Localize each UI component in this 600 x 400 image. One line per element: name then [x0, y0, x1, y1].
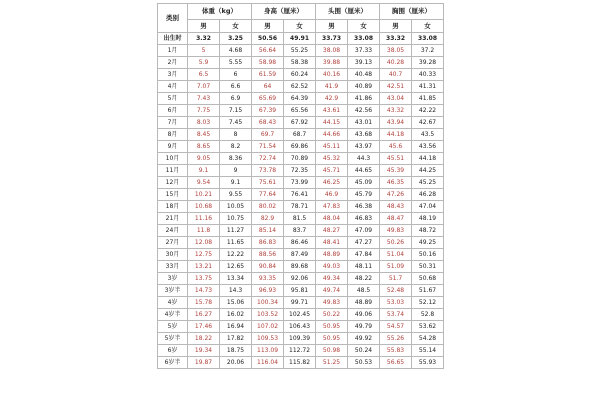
male-value-cell: 8.45	[188, 129, 220, 141]
table-header	[158, 4, 444, 33]
male-value-cell: 45.71	[316, 165, 348, 177]
male-value-cell: 46.25	[316, 177, 348, 189]
female-value-cell: 48.11	[348, 261, 380, 273]
female-value-cell: 47.84	[348, 249, 380, 261]
female-value-cell: 99.71	[284, 297, 316, 309]
male-header: 男	[188, 20, 220, 33]
male-value-cell: 45.32	[316, 153, 348, 165]
male-value-cell: 6.5	[188, 69, 220, 81]
male-value-cell: 107.02	[252, 321, 284, 333]
male-value-cell: 40.28	[380, 57, 412, 69]
female-value-cell: 62.52	[284, 81, 316, 93]
male-value-cell: 11.8	[188, 225, 220, 237]
male-value-cell: 43.04	[380, 93, 412, 105]
male-value-cell: 44.66	[316, 129, 348, 141]
female-value-cell: 45.09	[348, 177, 380, 189]
male-header: 男	[252, 20, 284, 33]
male-value-cell: 48.04	[316, 213, 348, 225]
female-value-cell: 51.67	[412, 285, 444, 297]
male-value-cell: 45.51	[380, 153, 412, 165]
female-value-cell: 40.33	[412, 69, 444, 81]
female-value-cell: 48.72	[412, 225, 444, 237]
age-cell: 18月	[158, 201, 188, 213]
male-value-cell: 39.88	[316, 57, 348, 69]
male-value-cell: 8.65	[188, 141, 220, 153]
male-value-cell: 69.7	[252, 129, 284, 141]
table-row	[158, 345, 444, 357]
female-value-cell: 43.68	[348, 129, 380, 141]
age-cell: 3月	[158, 69, 188, 81]
table-row	[158, 249, 444, 261]
table-row	[158, 201, 444, 213]
male-value-cell: 42.9	[316, 93, 348, 105]
male-value-cell: 49.03	[316, 261, 348, 273]
male-value-cell: 14.73	[188, 285, 220, 297]
female-value-cell: 16.94	[220, 321, 252, 333]
male-value-cell: 38.08	[316, 45, 348, 57]
male-value-cell: 49.83	[380, 225, 412, 237]
male-value-cell: 51.7	[380, 273, 412, 285]
female-value-cell: 44.65	[348, 165, 380, 177]
male-value-cell: 56.65	[380, 357, 412, 369]
male-value-cell: 58.98	[252, 57, 284, 69]
female-header: 女	[284, 20, 316, 33]
female-value-cell: 7.15	[220, 105, 252, 117]
table-row	[158, 273, 444, 285]
male-header: 男	[380, 20, 412, 33]
male-value-cell: 19.87	[188, 357, 220, 369]
female-value-cell: 10.05	[220, 201, 252, 213]
table-row	[158, 261, 444, 273]
age-cell: 30月	[158, 249, 188, 261]
table-row	[158, 57, 444, 69]
female-value-cell: 11.65	[220, 237, 252, 249]
male-value-cell: 49.74	[316, 285, 348, 297]
female-value-cell: 48.22	[348, 273, 380, 285]
table-row	[158, 297, 444, 309]
age-cell: 12月	[158, 177, 188, 189]
table-row	[158, 213, 444, 225]
female-value-cell: 33.08	[348, 33, 380, 45]
female-value-cell: 44.18	[412, 153, 444, 165]
female-value-cell: 49.79	[348, 321, 380, 333]
age-cell: 24月	[158, 225, 188, 237]
male-value-cell: 48.27	[316, 225, 348, 237]
female-value-cell: 102.45	[284, 309, 316, 321]
male-value-cell: 113.09	[252, 345, 284, 357]
male-value-cell: 50.95	[316, 321, 348, 333]
female-value-cell: 50.24	[348, 345, 380, 357]
male-value-cell: 109.53	[252, 333, 284, 345]
female-value-cell: 50.53	[348, 357, 380, 369]
female-value-cell: 14.3	[220, 285, 252, 297]
male-value-cell: 13.21	[188, 261, 220, 273]
table-row	[158, 33, 444, 45]
male-value-cell: 9.54	[188, 177, 220, 189]
female-value-cell: 9	[220, 165, 252, 177]
female-value-cell: 95.81	[284, 285, 316, 297]
female-value-cell: 106.43	[284, 321, 316, 333]
male-value-cell: 93.35	[252, 273, 284, 285]
female-value-cell: 42.56	[348, 105, 380, 117]
female-value-cell: 48.89	[348, 297, 380, 309]
female-value-cell: 52.8	[412, 309, 444, 321]
male-value-cell: 12.08	[188, 237, 220, 249]
male-value-cell: 77.64	[252, 189, 284, 201]
male-value-cell: 5	[188, 45, 220, 57]
male-value-cell: 17.46	[188, 321, 220, 333]
male-value-cell: 42.51	[380, 81, 412, 93]
female-value-cell: 68.7	[284, 129, 316, 141]
female-value-cell: 40.48	[348, 69, 380, 81]
female-value-cell: 112.72	[284, 345, 316, 357]
male-value-cell: 65.69	[252, 93, 284, 105]
age-cell: 6岁半	[158, 357, 188, 369]
female-value-cell: 87.49	[284, 249, 316, 261]
male-value-cell: 9.05	[188, 153, 220, 165]
female-value-cell: 5.55	[220, 57, 252, 69]
table-body	[158, 33, 444, 369]
table-row	[158, 129, 444, 141]
male-value-cell: 48.89	[316, 249, 348, 261]
male-value-cell: 47.26	[380, 189, 412, 201]
table-row	[158, 81, 444, 93]
male-value-cell: 68.43	[252, 117, 284, 129]
female-value-cell: 45.25	[412, 177, 444, 189]
male-value-cell: 45.6	[380, 141, 412, 153]
female-value-cell: 8.36	[220, 153, 252, 165]
male-value-cell: 19.34	[188, 345, 220, 357]
female-value-cell: 17.82	[220, 333, 252, 345]
male-value-cell: 7.75	[188, 105, 220, 117]
age-cell: 10月	[158, 153, 188, 165]
male-value-cell: 50.22	[316, 309, 348, 321]
category-header: 类别	[158, 4, 188, 33]
age-cell: 3岁	[158, 273, 188, 285]
female-value-cell: 9.55	[220, 189, 252, 201]
male-value-cell: 45.39	[380, 165, 412, 177]
female-value-cell: 12.65	[220, 261, 252, 273]
female-value-cell: 92.06	[284, 273, 316, 285]
female-value-cell: 43.97	[348, 141, 380, 153]
female-value-cell: 43.56	[412, 141, 444, 153]
male-value-cell: 51.25	[316, 357, 348, 369]
male-value-cell: 56.64	[252, 45, 284, 57]
male-value-cell: 54.57	[380, 321, 412, 333]
table-row	[158, 321, 444, 333]
female-value-cell: 44.25	[412, 165, 444, 177]
female-value-cell: 4.68	[220, 45, 252, 57]
male-value-cell: 48.41	[316, 237, 348, 249]
female-value-cell: 50.68	[412, 273, 444, 285]
female-header: 女	[348, 20, 380, 33]
table-row	[158, 357, 444, 369]
female-value-cell: 55.25	[284, 45, 316, 57]
female-value-cell: 39.28	[412, 57, 444, 69]
female-value-cell: 52.12	[412, 297, 444, 309]
table-row	[158, 69, 444, 81]
female-value-cell: 67.92	[284, 117, 316, 129]
male-value-cell: 80.02	[252, 201, 284, 213]
table-row	[158, 309, 444, 321]
female-value-cell: 44.3	[348, 153, 380, 165]
female-value-cell: 15.06	[220, 297, 252, 309]
female-value-cell: 43.5	[412, 129, 444, 141]
male-value-cell: 43.94	[380, 117, 412, 129]
male-value-cell: 33.73	[316, 33, 348, 45]
female-value-cell: 41.85	[412, 93, 444, 105]
male-value-cell: 46.35	[380, 177, 412, 189]
female-value-cell: 49.92	[348, 333, 380, 345]
male-value-cell: 100.34	[252, 297, 284, 309]
female-value-cell: 13.34	[220, 273, 252, 285]
age-cell: 4岁半	[158, 309, 188, 321]
female-value-cell: 72.35	[284, 165, 316, 177]
age-cell: 27月	[158, 237, 188, 249]
male-value-cell: 116.04	[252, 357, 284, 369]
female-value-cell: 86.46	[284, 237, 316, 249]
female-value-cell: 45.79	[348, 189, 380, 201]
male-value-cell: 55.26	[380, 333, 412, 345]
table-row	[158, 117, 444, 129]
table-row	[158, 165, 444, 177]
male-value-cell: 46.9	[316, 189, 348, 201]
male-value-cell: 53.03	[380, 297, 412, 309]
male-value-cell: 16.27	[188, 309, 220, 321]
female-value-cell: 10.75	[220, 213, 252, 225]
table-row	[158, 285, 444, 297]
table-row	[158, 141, 444, 153]
age-cell: 15月	[158, 189, 188, 201]
female-value-cell: 49.25	[412, 237, 444, 249]
male-value-cell: 50.56	[252, 33, 284, 45]
age-cell: 4岁	[158, 297, 188, 309]
female-value-cell: 43.01	[348, 117, 380, 129]
male-value-cell: 103.52	[252, 309, 284, 321]
male-value-cell: 9.1	[188, 165, 220, 177]
female-value-cell: 37.2	[412, 45, 444, 57]
male-value-cell: 7.07	[188, 81, 220, 93]
female-value-cell: 73.99	[284, 177, 316, 189]
female-value-cell: 42.22	[412, 105, 444, 117]
table-row	[158, 237, 444, 249]
female-value-cell: 58.38	[284, 57, 316, 69]
age-cell: 33月	[158, 261, 188, 273]
table-row	[158, 225, 444, 237]
female-value-cell: 8	[220, 129, 252, 141]
female-value-cell: 81.5	[284, 213, 316, 225]
age-cell: 5岁	[158, 321, 188, 333]
female-value-cell: 49.06	[348, 309, 380, 321]
male-value-cell: 51.04	[380, 249, 412, 261]
female-value-cell: 18.75	[220, 345, 252, 357]
female-value-cell: 89.68	[284, 261, 316, 273]
growth-standard-table	[157, 3, 444, 369]
table-row	[158, 45, 444, 57]
male-value-cell: 10.21	[188, 189, 220, 201]
chest-circumference-header: 胸围（厘米）	[380, 4, 444, 20]
male-value-cell: 33.32	[380, 33, 412, 45]
male-value-cell: 11.16	[188, 213, 220, 225]
height-header: 身高（厘米）	[252, 4, 316, 20]
male-value-cell: 73.78	[252, 165, 284, 177]
female-value-cell: 55.93	[412, 357, 444, 369]
male-value-cell: 43.32	[380, 105, 412, 117]
female-value-cell: 40.89	[348, 81, 380, 93]
male-value-cell: 8.03	[188, 117, 220, 129]
age-cell: 6月	[158, 105, 188, 117]
female-value-cell: 11.27	[220, 225, 252, 237]
male-value-cell: 50.26	[380, 237, 412, 249]
female-value-cell: 65.56	[284, 105, 316, 117]
female-value-cell: 64.39	[284, 93, 316, 105]
age-cell: 7月	[158, 117, 188, 129]
female-value-cell: 3.25	[220, 33, 252, 45]
male-value-cell: 44.18	[380, 129, 412, 141]
female-value-cell: 60.24	[284, 69, 316, 81]
table-row	[158, 177, 444, 189]
table-row	[158, 153, 444, 165]
female-value-cell: 50.31	[412, 261, 444, 273]
female-value-cell: 41.86	[348, 93, 380, 105]
female-value-cell: 50.16	[412, 249, 444, 261]
male-value-cell: 82.9	[252, 213, 284, 225]
male-value-cell: 51.09	[380, 261, 412, 273]
male-value-cell: 53.74	[380, 309, 412, 321]
male-value-cell: 48.43	[380, 201, 412, 213]
female-value-cell: 47.04	[412, 201, 444, 213]
male-value-cell: 40.7	[380, 69, 412, 81]
female-value-cell: 49.91	[284, 33, 316, 45]
female-value-cell: 83.7	[284, 225, 316, 237]
male-value-cell: 75.61	[252, 177, 284, 189]
male-value-cell: 3.32	[188, 33, 220, 45]
age-cell: 2月	[158, 57, 188, 69]
male-value-cell: 43.61	[316, 105, 348, 117]
male-value-cell: 55.83	[380, 345, 412, 357]
female-value-cell: 7.45	[220, 117, 252, 129]
age-cell: 1月	[158, 45, 188, 57]
table-row	[158, 105, 444, 117]
male-value-cell: 86.83	[252, 237, 284, 249]
female-value-cell: 70.89	[284, 153, 316, 165]
female-header: 女	[412, 20, 444, 33]
female-value-cell: 42.67	[412, 117, 444, 129]
male-value-cell: 71.54	[252, 141, 284, 153]
male-value-cell: 49.34	[316, 273, 348, 285]
female-value-cell: 47.09	[348, 225, 380, 237]
age-cell: 21月	[158, 213, 188, 225]
age-cell: 5月	[158, 93, 188, 105]
table-row	[158, 93, 444, 105]
male-value-cell: 47.83	[316, 201, 348, 213]
male-value-cell: 48.47	[380, 213, 412, 225]
female-value-cell: 33.08	[412, 33, 444, 45]
female-value-cell: 9.1	[220, 177, 252, 189]
female-value-cell: 46.38	[348, 201, 380, 213]
female-value-cell: 48.5	[348, 285, 380, 297]
table-row	[158, 189, 444, 201]
female-value-cell: 48.19	[412, 213, 444, 225]
female-value-cell: 12.22	[220, 249, 252, 261]
male-value-cell: 61.59	[252, 69, 284, 81]
male-value-cell: 13.75	[188, 273, 220, 285]
male-value-cell: 38.05	[380, 45, 412, 57]
age-cell: 8月	[158, 129, 188, 141]
female-value-cell: 6	[220, 69, 252, 81]
female-value-cell: 109.39	[284, 333, 316, 345]
female-value-cell: 76.41	[284, 189, 316, 201]
male-value-cell: 52.48	[380, 285, 412, 297]
female-value-cell: 16.02	[220, 309, 252, 321]
weight-header: 体重（kg）	[188, 4, 252, 20]
male-value-cell: 40.16	[316, 69, 348, 81]
female-value-cell: 37.33	[348, 45, 380, 57]
male-value-cell: 96.93	[252, 285, 284, 297]
male-value-cell: 44.15	[316, 117, 348, 129]
male-value-cell: 7.43	[188, 93, 220, 105]
head-circumference-header: 头围（厘米）	[316, 4, 380, 20]
table-row	[158, 333, 444, 345]
male-value-cell: 90.84	[252, 261, 284, 273]
male-value-cell: 18.22	[188, 333, 220, 345]
age-cell: 出生时	[158, 33, 188, 45]
female-value-cell: 6.9	[220, 93, 252, 105]
female-value-cell: 46.83	[348, 213, 380, 225]
female-value-cell: 46.28	[412, 189, 444, 201]
female-value-cell: 8.2	[220, 141, 252, 153]
age-cell: 5岁半	[158, 333, 188, 345]
age-cell: 11月	[158, 165, 188, 177]
female-value-cell: 39.13	[348, 57, 380, 69]
female-value-cell: 6.6	[220, 81, 252, 93]
male-value-cell: 67.39	[252, 105, 284, 117]
male-value-cell: 88.56	[252, 249, 284, 261]
female-value-cell: 69.86	[284, 141, 316, 153]
age-cell: 4月	[158, 81, 188, 93]
female-value-cell: 54.28	[412, 333, 444, 345]
female-value-cell: 47.27	[348, 237, 380, 249]
male-value-cell: 41.9	[316, 81, 348, 93]
age-cell: 3岁半	[158, 285, 188, 297]
male-value-cell: 50.98	[316, 345, 348, 357]
female-value-cell: 41.31	[412, 81, 444, 93]
male-value-cell: 72.74	[252, 153, 284, 165]
female-header: 女	[220, 20, 252, 33]
male-value-cell: 85.14	[252, 225, 284, 237]
male-value-cell: 15.78	[188, 297, 220, 309]
male-value-cell: 45.11	[316, 141, 348, 153]
female-value-cell: 78.71	[284, 201, 316, 213]
male-value-cell: 49.83	[316, 297, 348, 309]
male-value-cell: 50.95	[316, 333, 348, 345]
age-cell: 9月	[158, 141, 188, 153]
male-value-cell: 10.68	[188, 201, 220, 213]
age-cell: 6岁	[158, 345, 188, 357]
female-value-cell: 115.82	[284, 357, 316, 369]
female-value-cell: 53.62	[412, 321, 444, 333]
male-header: 男	[316, 20, 348, 33]
male-value-cell: 64	[252, 81, 284, 93]
male-value-cell: 5.9	[188, 57, 220, 69]
female-value-cell: 20.06	[220, 357, 252, 369]
female-value-cell: 55.14	[412, 345, 444, 357]
male-value-cell: 12.75	[188, 249, 220, 261]
